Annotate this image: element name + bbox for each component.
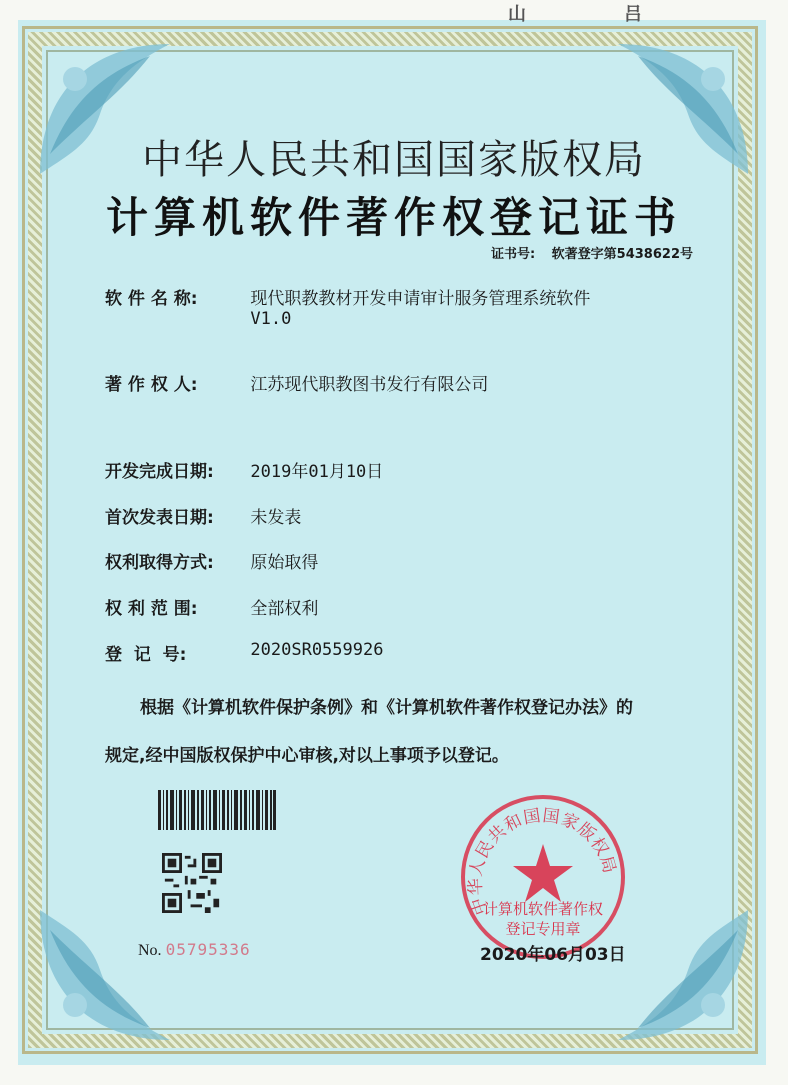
statement-line-2: 规定,经中国版权保护中心审核,对以上事项予以登记。 — [105, 746, 509, 766]
field-completion-date — [105, 457, 383, 482]
handwriting-mark-1: 山 — [508, 4, 526, 25]
field-first-publish-date — [105, 503, 301, 528]
statement-line-1: 根据《计算机软件保护条例》和《计算机软件著作权登记办法》的 — [140, 698, 633, 718]
field-copyright-owner — [105, 370, 488, 395]
seal-line-2: 登记专用章 — [505, 920, 581, 938]
field-rights-scope — [105, 594, 318, 619]
field-software-name — [105, 284, 590, 329]
field-acquisition-method — [105, 548, 318, 573]
corner-ornament-bottom-left — [30, 900, 180, 1050]
cert-no-label: 证书号: — [490, 247, 536, 262]
field-value: 未发表 — [250, 508, 302, 528]
serial-number — [138, 940, 251, 960]
field-value: 2020SR0559926 — [250, 640, 384, 660]
field-value — [250, 284, 590, 329]
field-registration-number — [105, 640, 383, 665]
issuer-title: 中华人民共和国国家版权局 — [142, 137, 646, 183]
qr-code — [162, 853, 222, 913]
field-label: 登 记 号: — [105, 645, 187, 665]
field-label: 权利取得方式: — [105, 553, 214, 573]
field-value: 原始取得 — [250, 553, 319, 573]
cert-no-value: 软著登字第5438622号 — [551, 247, 693, 262]
barcode — [158, 790, 276, 830]
field-value-line2: V1.0 — [250, 309, 292, 329]
seal-arc-text: 中华人民共和国国家版权局 — [465, 805, 620, 918]
handwriting-mark-2: 吕 — [624, 4, 642, 25]
corner-ornament-bottom-right — [608, 900, 758, 1050]
serial-prefix: No. — [138, 942, 162, 959]
certificate-number — [479, 243, 693, 262]
field-label: 开发完成日期: — [105, 462, 214, 482]
field-label: 著 作 权 人: — [105, 375, 198, 395]
field-value: 全部权利 — [250, 599, 319, 619]
issue-date: 2020年06月03日 — [480, 945, 626, 965]
field-value: 江苏现代职教图书发行有限公司 — [250, 375, 489, 395]
field-value-line1: 现代职教教材开发申请审计服务管理系统软件 — [250, 289, 591, 309]
official-seal — [458, 792, 628, 962]
certificate-title: 计算机软件著作权登记证书 — [105, 193, 682, 242]
field-label: 软 件 名 称: — [105, 289, 198, 309]
seal-star-icon — [513, 844, 573, 902]
field-value: 2019年01月10日 — [250, 462, 384, 482]
field-label: 首次发表日期: — [105, 508, 214, 528]
field-label: 权 利 范 围: — [105, 599, 198, 619]
serial-value: 05795336 — [165, 940, 251, 959]
seal-line-1: 计算机软件著作权 — [482, 900, 604, 918]
